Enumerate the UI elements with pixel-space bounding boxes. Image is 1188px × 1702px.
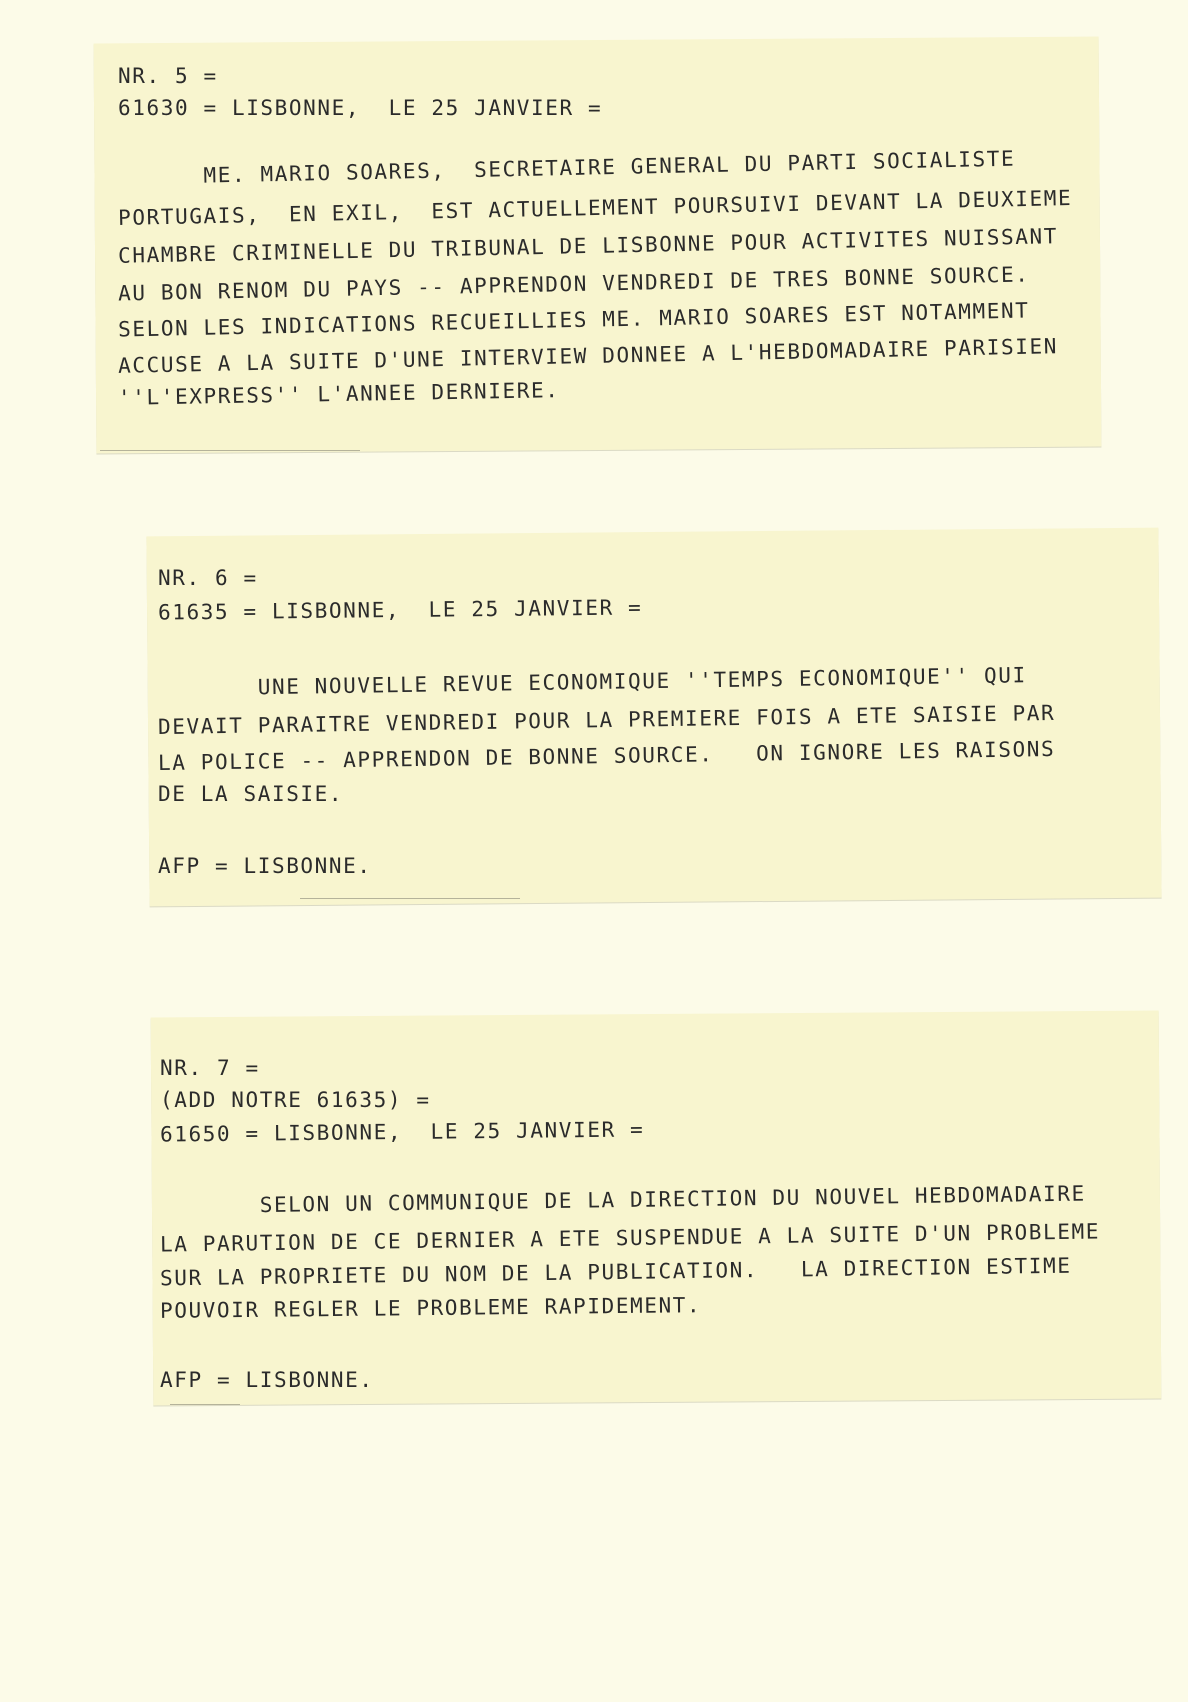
- dispatch-body-line: ''L'EXPRESS'' L'ANNEE DERNIERE.: [117, 378, 560, 410]
- dispatch-signature: AFP = LISBONNE.: [158, 854, 372, 878]
- dispatch-body-line: PORTUGAIS, EN EXIL, EST ACTUELLEMENT POURSUIVI DEVANT LA DEUXIEME: [117, 186, 1073, 230]
- dispatch-body-line: ME. MARIO SOARES, SECRETAIRE GENERAL DU PARTI SOCIALISTE: [117, 146, 1016, 190]
- clipping-edge: [300, 898, 520, 899]
- dispatch-subheader: (ADD NOTRE 61635) =: [160, 1088, 431, 1112]
- dispatch-body-line: DEVAIT PARAITRE VENDREDI POUR LA PREMIERE FOIS A ETE SAISIE PAR: [157, 700, 1056, 740]
- dispatch-body-line: LA PARUTION DE CE DERNIER A ETE SUSPENDUE A LA SUITE D'UN PROBLEME: [159, 1219, 1101, 1257]
- dispatch-dateline: 61630 = LISBONNE, LE 25 JANVIER =: [118, 96, 603, 120]
- dispatch-body-line: LA POLICE -- APPRENDON DE BONNE SOURCE. ON IGNORE LES RAISONS: [157, 736, 1056, 776]
- dispatch-body-line: SELON LES INDICATIONS RECUEILLIES ME. MARIO SOARES EST NOTAMMENT: [117, 298, 1030, 342]
- dispatch-body-line: ACCUSE A LA SUITE D'UNE INTERVIEW DONNEE A L'HEBDOMADAIRE PARISIEN: [117, 334, 1059, 378]
- dispatch-body-line: DE LA SAISIE.: [158, 782, 344, 806]
- dispatch-body-line: SELON UN COMMUNIQUE DE LA DIRECTION DU NOUVEL HEBDOMADAIRE: [159, 1181, 1086, 1219]
- dispatch-header: NR. 6 =: [158, 566, 258, 590]
- dispatch-body-line: SUR LA PROPRIETE DU NOM DE LA PUBLICATION. LA DIRECTION ESTIME: [159, 1253, 1072, 1291]
- dispatch-header: NR. 7 =: [160, 1056, 260, 1080]
- dispatch-body-line: AU BON RENOM DU PAYS -- APPRENDON VENDREDI DE TRES BONNE SOURCE.: [117, 262, 1030, 306]
- dispatch-signature: AFP = LISBONNE.: [160, 1368, 374, 1392]
- dispatch-dateline: 61650 = LISBONNE, LE 25 JANVIER =: [159, 1117, 645, 1147]
- dispatch-body-line: POUVOIR REGLER LE PROBLEME RAPIDEMENT.: [159, 1293, 702, 1323]
- clipping-edge: [100, 450, 360, 451]
- clipping-edge: [170, 1404, 240, 1405]
- dispatch-body-line: UNE NOUVELLE REVUE ECONOMIQUE ''TEMPS ECONOMIQUE'' QUI: [157, 663, 1027, 701]
- dispatch-dateline: 61635 = LISBONNE, LE 25 JANVIER =: [157, 595, 643, 625]
- dispatch-body-line: CHAMBRE CRIMINELLE DU TRIBUNAL DE LISBONNE POUR ACTIVITES NUISSANT: [117, 224, 1059, 268]
- dispatch-header: NR. 5 =: [118, 64, 218, 88]
